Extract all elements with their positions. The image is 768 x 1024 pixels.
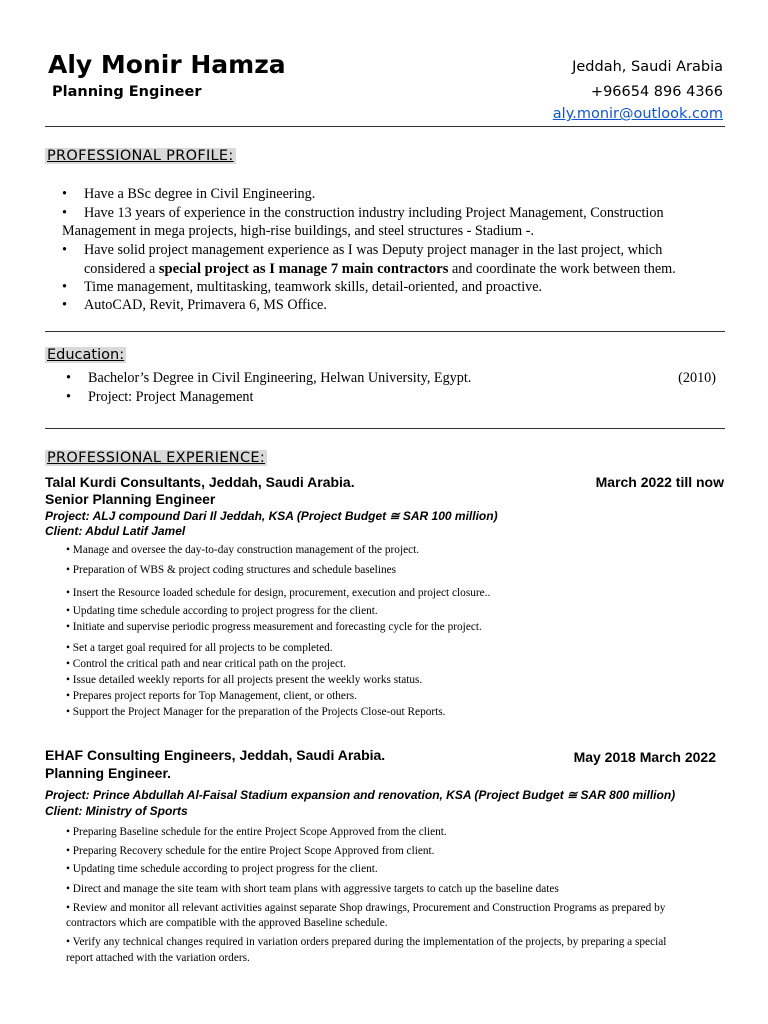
duty-item: • Preparing Baseline schedule for the entire Project Scope Approved from the client. — [66, 826, 447, 838]
duty-item: • Updating time schedule according to project progress for the client. — [66, 605, 378, 617]
duty-item: • Set a target goal required for all projects to be completed. — [66, 642, 333, 654]
phone-number: +96654 896 4366 — [590, 84, 723, 100]
duty-item: • Prepares project reports for Top Management, client, or others. — [66, 690, 357, 702]
divider — [45, 331, 725, 332]
duty-item: • Direct and manage the site team with short team plans with aggressive targets to catch up the baseline dates — [66, 883, 559, 895]
list-item-continued: Management in mega projects, high-rise buildings, and steel structures - Stadium -. — [62, 223, 535, 239]
job-project: Project: Prince Abdullah Al-Faisal Stadium expansion and renovation, KSA (Project Budget ≅ SAR 800 million) — [45, 788, 676, 802]
duty-item-continued: contractors which are compatible with the approved Baseline schedule. — [66, 917, 388, 929]
list-item-continued: considered a special project as I manage 7 main contractors and coordinate the work between them. — [84, 261, 676, 277]
candidate-title: Planning Engineer — [52, 84, 202, 100]
divider — [45, 126, 725, 127]
list-item: • Time management, multitasking, teamwork skills, detail-oriented, and proactive. — [62, 279, 543, 295]
duty-item: • Issue detailed weekly reports for all projects present the weekly works status. — [66, 674, 423, 686]
education-project: • Project: Project Management — [66, 389, 254, 405]
duty-item: • Manage and oversee the day-to-day construction management of the project. — [66, 544, 420, 556]
section-heading-experience: PROFESSIONAL EXPERIENCE: — [47, 450, 266, 466]
duty-item: • Updating time schedule according to project progress for the client. — [66, 863, 378, 875]
education-year: (2010) — [678, 370, 716, 386]
job-company: EHAF Consulting Engineers, Jeddah, Saudi Arabia. — [45, 747, 386, 763]
email-link[interactable]: aly.monir@outlook.com — [552, 106, 723, 122]
duty-item: • Preparation of WBS & project coding structures and schedule baselines — [66, 564, 397, 576]
list-item: • Have 13 years of experience in the construction industry including Project Management, Construction — [62, 205, 664, 221]
list-item: • Have solid project management experience as I was Deputy project manager in the last project, which — [62, 242, 663, 258]
duty-item: • Support the Project Manager for the preparation of the Projects Close-out Reports. — [66, 706, 446, 718]
job-role: Planning Engineer. — [45, 765, 172, 781]
divider — [45, 428, 725, 429]
job-dates: May 2018 March 2022 — [573, 749, 716, 765]
duty-item: • Insert the Resource loaded schedule for design, procurement, execution and project closure.. — [66, 587, 491, 599]
job-company: Talal Kurdi Consultants, Jeddah, Saudi Arabia. — [45, 474, 355, 490]
job-role: Senior Planning Engineer — [45, 491, 216, 507]
duty-item-continued: report attached with the variation orders. — [66, 952, 250, 964]
section-heading-education: Education: — [47, 347, 125, 363]
list-item: • Have a BSc degree in Civil Engineering. — [62, 186, 316, 202]
location: Jeddah, Saudi Arabia — [572, 59, 723, 75]
duty-item: • Review and monitor all relevant activities against separate Shop drawings, Procurement and Construction Programs as prepared by — [66, 902, 666, 914]
candidate-name: Aly Monir Hamza — [48, 50, 286, 79]
duty-item: • Verify any technical changes required in variation orders prepared during the implementation of the projects, by preparing a special — [66, 936, 667, 948]
section-heading-profile: PROFESSIONAL PROFILE: — [47, 148, 234, 164]
duty-item: • Control the critical path and near critical path on the project. — [66, 658, 346, 670]
job-client: Client: Ministry of Sports — [45, 804, 188, 818]
duty-item: • Initiate and supervise periodic progress measurement and forecasting cycle for the project. — [66, 621, 482, 633]
job-client: Client: Abdul Latif Jamel — [45, 524, 186, 538]
duty-item: • Preparing Recovery schedule for the entire Project Scope Approved from client. — [66, 845, 435, 857]
list-item: • AutoCAD, Revit, Primavera 6, MS Office. — [62, 297, 327, 313]
job-project: Project: ALJ compound Dari Il Jeddah, KSA (Project Budget ≅ SAR 100 million) — [45, 509, 498, 523]
job-dates: March 2022 till now — [595, 474, 724, 490]
education-degree: • Bachelor’s Degree in Civil Engineering, Helwan University, Egypt. — [66, 370, 472, 386]
